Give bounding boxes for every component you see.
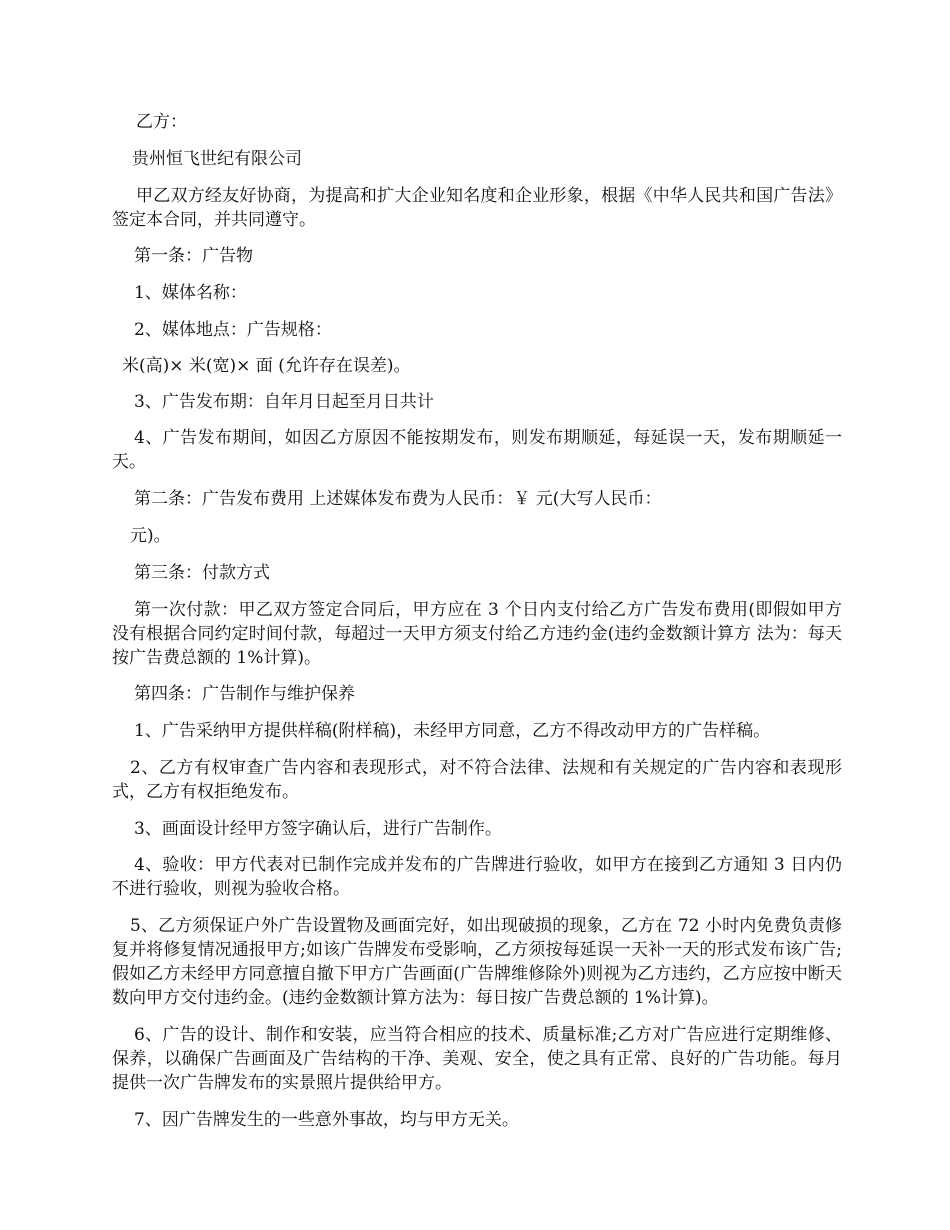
ad-size-clause: 米(高)× 米(宽)× 面 (允许存在误差)。	[122, 356, 411, 376]
clause-4-4: 4、验收：甲方代表对已制作完成并发布的广告牌进行验收，如甲方在接到乙方通知 3 日内仍不进行验收，则视为验收合格。	[112, 855, 842, 899]
article-1-heading: 第一条：广告物	[134, 246, 253, 266]
clause-4-2: 2、乙方有权审查广告内容和表现形式，对不符合法律、法规和有关规定的广告内容和表现形式，乙方有权拒绝发布。	[112, 758, 842, 802]
delay-extension-clause: 4、广告发布期间，如因乙方原因不能按期发布，则发布期顺延，每延误一天，发布期顺延一天。	[112, 428, 842, 472]
clause-4-1: 1、广告采纳甲方提供样稿(附样稿)，未经甲方同意，乙方不得改动甲方的广告样稿。	[134, 721, 771, 741]
party-b-label: 乙方：	[136, 112, 187, 132]
clause-4-6: 6、广告的设计、制作和安装，应当符合相应的技术、质量标准;乙方对广告应进行定期维修、保养，以确保广告画面及广告结构的干净、美观、安全，使之具有正常、良好的广告功能。每月提供一次广告牌发布的实景照片提供给甲方。	[112, 1025, 842, 1093]
party-b-company: 贵州恒飞世纪有限公司	[132, 149, 302, 169]
publish-period-clause: 3、广告发布期：自年月日起至月日共计	[134, 392, 434, 412]
clause-4-7: 7、因广告牌发生的一些意外事故，均与甲方无关。	[134, 1110, 519, 1130]
article-2-fee-clause: 第二条：广告发布费用 上述媒体发布费为人民币：￥ 元(大写人民币：	[134, 489, 662, 509]
article-3-heading: 第三条：付款方式	[134, 563, 270, 583]
media-location-clause: 2、媒体地点：广告规格：	[134, 320, 332, 340]
clause-4-3: 3、画面设计经甲方签字确认后，进行广告制作。	[134, 819, 502, 839]
media-name-clause: 1、媒体名称：	[134, 283, 247, 303]
first-payment-clause: 第一次付款：甲乙双方签定合同后，甲方应在 3 个日内支付给乙方广告发布费用(即假如甲方没有根据合同约定时间付款，每超过一天甲方须支付给乙方违约金(违约金数额计算方 法为：每天按广告费总额的 1%计算)。	[112, 600, 842, 668]
clause-4-5: 5、乙方须保证户外广告设置物及画面完好，如出现破损的现象，乙方在 72 小时内免费负责修复并将修复情况通报甲方;如该广告牌发布受影响，乙方须按每延误一天补一天的形式发布该广告;假如乙方未经甲方同意擅自撤下甲方广告画面(广告牌维修除外)则视为乙方违约，乙方应按中断天数向甲方交付违约金。(违约金数额计算方法为：每日按广告费总额的 1%计算)。	[112, 916, 842, 1008]
fee-amount-suffix: 元)。	[130, 526, 171, 546]
article-4-heading: 第四条：广告制作与维护保养	[134, 684, 355, 704]
contract-document	[112, 110, 842, 1132]
contract-preamble: 甲乙双方经友好协商，为提高和扩大企业知名度和企业形象，根据《中华人民共和国广告法》签定本合同，并共同遵守。	[112, 186, 842, 230]
